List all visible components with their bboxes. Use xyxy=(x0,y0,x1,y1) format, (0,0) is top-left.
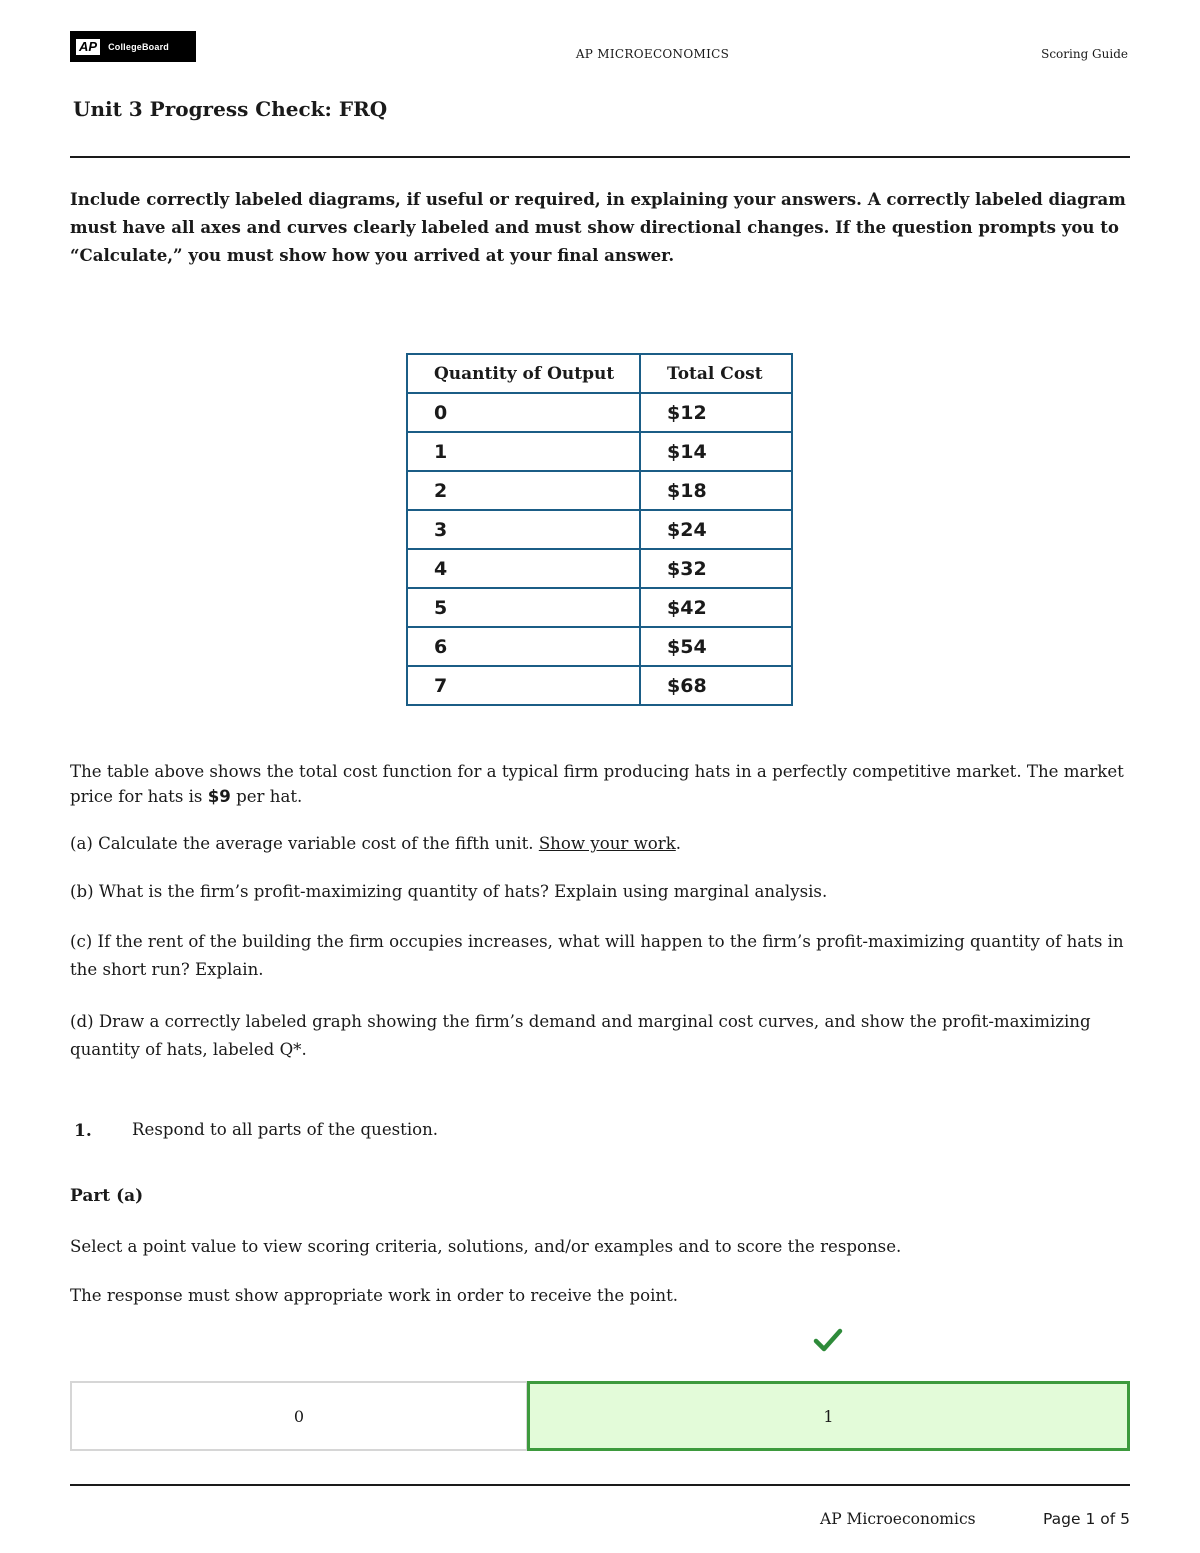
checkmark-icon xyxy=(812,1325,844,1355)
quantity-cell: 4 xyxy=(407,549,640,588)
table-row xyxy=(407,432,792,471)
instructions: Include correctly labeled diagrams, if useful or required, in explaining your answers. A correctly labeled diagram must have all axes and curves clearly labeled and must show directional changes. If the question prompts you to “Calculate,” you must show how you arrived at your final answer. xyxy=(70,189,1126,266)
part-a-end: . xyxy=(675,834,682,853)
quantity-cell: 7 xyxy=(407,666,640,705)
part-label: Part (a) xyxy=(70,1186,144,1206)
question-number: 1. xyxy=(74,1121,92,1141)
part-a-text: (a) Calculate the average variable cost of the fifth unit. xyxy=(70,834,539,853)
footer-course: AP Microeconomics xyxy=(820,1510,976,1528)
table-header-row xyxy=(407,354,792,393)
quantity-cell: 5 xyxy=(407,588,640,627)
table-row xyxy=(407,666,792,705)
header-doc-type: Scoring Guide xyxy=(1041,47,1128,61)
table-row xyxy=(407,627,792,666)
show-your-work-link[interactable]: Show your work xyxy=(538,834,676,853)
table-row xyxy=(407,588,792,627)
score-option-0[interactable]: 0 xyxy=(70,1381,528,1451)
scoring-requirement: The response must show appropriate work in order to receive the point. xyxy=(70,1286,679,1305)
total-cost-cell: $42 xyxy=(640,588,792,627)
part-b-prompt: (b) What is the firm’s profit-maximizing quantity of hats? Explain using marginal analysis. xyxy=(70,882,828,901)
quantity-cell: 0 xyxy=(407,393,640,432)
total-cost-cell: $68 xyxy=(640,666,792,705)
table-row xyxy=(407,549,792,588)
table-row xyxy=(407,471,792,510)
column-header-quantity: Quantity of Output xyxy=(407,354,640,393)
column-header-total-cost: Total Cost xyxy=(640,354,792,393)
quantity-cell: 6 xyxy=(407,627,640,666)
total-cost-cell: $18 xyxy=(640,471,792,510)
total-cost-cell: $32 xyxy=(640,549,792,588)
part-c-prompt: (c) If the rent of the building the firm occupies increases, what will happen to the firm’s profit-maximizing quantity of hats in the short run? Explain. xyxy=(70,932,1124,979)
logo-ap-text: AP xyxy=(76,39,100,55)
header-subject: AP MICROECONOMICS xyxy=(575,47,730,61)
total-cost-table xyxy=(406,353,793,706)
part-d-prompt: (d) Draw a correctly labeled graph showing the firm’s demand and marginal cost curves, and show the profit-maximizing quantity of hats, labeled Q*. xyxy=(70,1012,1091,1059)
prompt-intro-before: The table above shows the total cost function for a typical firm producing hats in a perfectly competitive market. The market price for hats is xyxy=(70,762,1124,806)
quantity-cell: 1 xyxy=(407,432,640,471)
part-a-prompt xyxy=(70,831,1130,856)
prompt-intro-after: per hat. xyxy=(230,787,303,806)
total-cost-cell: $14 xyxy=(640,432,792,471)
title-divider xyxy=(70,156,1130,158)
scoring-instructions: Select a point value to view scoring criteria, solutions, and/or examples and to score the response. xyxy=(70,1237,902,1256)
table-row xyxy=(407,393,792,432)
footer-divider xyxy=(70,1484,1130,1486)
logo-org-text: CollegeBoard xyxy=(108,41,169,52)
quantity-cell: 3 xyxy=(407,510,640,549)
page-title: Unit 3 Progress Check: FRQ xyxy=(73,97,388,121)
table-row xyxy=(407,510,792,549)
prompt-intro xyxy=(70,759,1130,809)
score-option-1[interactable]: 1 xyxy=(527,1381,1130,1451)
total-cost-cell: $24 xyxy=(640,510,792,549)
total-cost-cell: $54 xyxy=(640,627,792,666)
quantity-cell: 2 xyxy=(407,471,640,510)
question-text: Respond to all parts of the question. xyxy=(132,1120,439,1139)
footer-page-number: Page 1 of 5 xyxy=(1043,1510,1130,1528)
total-cost-cell: $12 xyxy=(640,393,792,432)
market-price: $9 xyxy=(207,787,231,806)
